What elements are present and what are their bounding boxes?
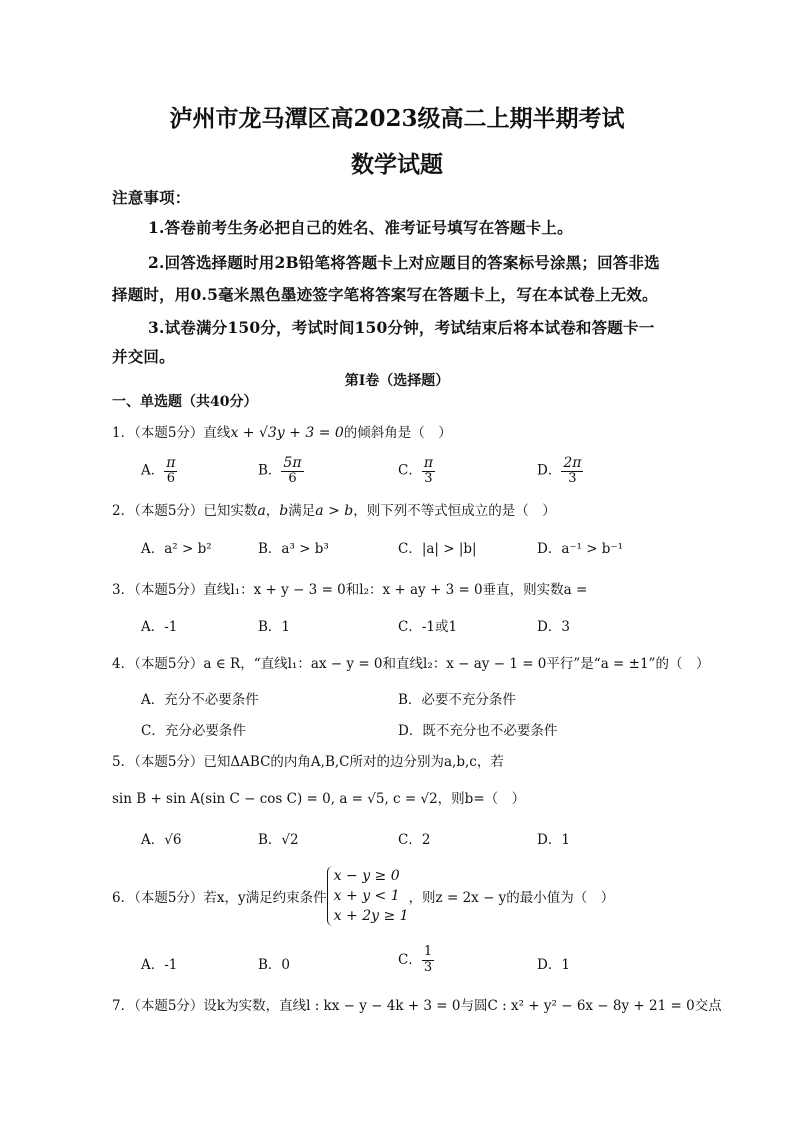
question-1-option-c — [398, 455, 435, 487]
option-d-label: D． — [537, 462, 562, 479]
notice-item-3-line-2: 并交回。 — [112, 347, 175, 366]
notice-heading: 注意事项： — [112, 188, 191, 207]
question-2-suffix: ，则下列不等式恒成立的是（ ） — [353, 503, 556, 519]
variable-a: a — [257, 503, 266, 519]
option-d-fraction — [561, 455, 583, 487]
section-title: 一、单选题（共40分） — [112, 394, 258, 410]
question-5-option-d: D．1 — [537, 832, 570, 848]
question-4-option-a: A．充分不必要条件 — [141, 692, 259, 708]
question-1-suffix: 的倾斜角是（ ） — [343, 425, 452, 441]
fraction-denominator: 6 — [288, 471, 297, 487]
fraction-denominator: 3 — [568, 471, 577, 487]
question-4-option-c: C．充分必要条件 — [141, 723, 246, 739]
constraint-system — [327, 866, 409, 926]
fraction-numerator: π — [166, 455, 176, 471]
notice-item-2-line-2: 择题时，用0.5毫米黑色墨迹签字笔将答案写在答题卡上，写在本试卷上无效。 — [112, 285, 658, 304]
question-5-stem-line-2: sin B + sin A(sin C − cos C) = 0, a = √5, c = √2，则b=（ ） — [112, 791, 526, 807]
constraint-2: x + y < 1 — [333, 888, 400, 904]
question-1-stem — [112, 421, 452, 441]
fraction-denominator: 3 — [424, 471, 433, 487]
fraction-denominator: 6 — [166, 471, 175, 487]
constraint-1: x − y ≥ 0 — [333, 868, 400, 884]
exam-subtitle: 数学试题 — [351, 151, 443, 178]
question-6-stem — [112, 866, 614, 926]
option-b-label: B． — [258, 462, 282, 479]
question-2-option-d: D．a⁻¹ > b⁻¹ — [537, 541, 623, 557]
separator: ， — [265, 503, 280, 519]
exam-title: 泸州市龙马潭区高2023级高二上期半期考试 — [169, 105, 625, 132]
question-2-stem — [112, 499, 556, 519]
question-5-option-a: A．√6 — [141, 832, 182, 848]
question-2-prefix: 2．（本题5分）已知实数 — [112, 503, 258, 519]
fraction-numerator: 5π — [283, 455, 302, 471]
question-2-option-a: A．a² > b² — [141, 541, 212, 557]
question-6-option-a: A．-1 — [141, 957, 178, 973]
question-4-option-d: D．既不充分也不必要条件 — [398, 723, 558, 739]
variable-b: b — [279, 503, 289, 519]
option-c-label: C． — [398, 951, 422, 968]
fraction-numerator: 1 — [423, 944, 433, 959]
notice-item-2-line-1: 2.回答选择题时用2B铅笔将答题卡上对应题目的答案标号涂黑；回答非选 — [148, 253, 660, 272]
question-6-option-d: D．1 — [537, 957, 570, 973]
question-3-option-c: C．-1或1 — [398, 619, 458, 635]
question-1-prefix: 1．（本题5分）直线 — [112, 425, 231, 441]
question-6-prefix: 6．（本题5分）若x，y满足约束条件 — [112, 890, 327, 906]
question-4-option-b: B．必要不充分条件 — [398, 692, 516, 708]
option-b-fraction — [281, 455, 303, 487]
question-6-option-b: B．0 — [258, 957, 291, 973]
constraint-3: x + 2y ≥ 1 — [333, 908, 409, 924]
fraction-numerator: π — [423, 455, 434, 471]
fraction-numerator: 2π — [563, 455, 582, 471]
question-7-stem: 7．（本题5分）设k为实数，直线l : kx − y − 4k + 3 = 0与圆C : x² + y² − 6x − 8y + 21 = 0交点 — [112, 998, 722, 1014]
question-2-option-c: C．|a| > |b| — [398, 541, 477, 557]
fraction-denominator: 3 — [423, 959, 433, 975]
option-a-label: A． — [141, 462, 165, 479]
notice-item-1: 1.答卷前考生务必把自己的姓名、准考证号填写在答题卡上。 — [148, 218, 573, 237]
question-1-equation: x + √3y + 3 = 0 — [230, 425, 344, 441]
question-3-option-a: A．-1 — [141, 619, 178, 635]
question-5-stem-line-1: 5．（本题5分）已知ΔABC的内角A,B,C所对的边分别为a,b,c，若 — [112, 754, 504, 770]
question-1-option-a — [141, 455, 177, 487]
notice-item-3-line-1: 3.试卷满分150分，考试时间150分钟，考试结束后将本试卷和答题卡一 — [148, 318, 655, 337]
option-c-label: C． — [398, 462, 422, 479]
question-3-option-d: D．3 — [537, 619, 570, 635]
option-c-fraction — [422, 455, 435, 487]
question-2-condition: a > b — [315, 503, 354, 519]
question-3-option-b: B．1 — [258, 619, 291, 635]
part-title: 第Ⅰ卷（选择题） — [344, 373, 450, 389]
question-5-option-c: C．2 — [398, 832, 431, 848]
option-a-fraction — [164, 455, 177, 487]
question-6-option-c — [398, 945, 434, 976]
question-1-option-d — [537, 455, 583, 487]
question-1-option-b — [258, 455, 304, 487]
question-4-stem: 4．（本题5分）a ∈ R，“直线l₁：ax − y = 0和直线l₂：x − ay − 1 = 0平行”是“a = ±1”的（ ） — [112, 656, 710, 672]
question-6-suffix: ，则z = 2x − y的最小值为（ ） — [408, 890, 615, 906]
question-2-mid: 满足 — [288, 503, 316, 519]
question-2-option-b: B．a³ > b³ — [258, 541, 329, 557]
question-3-stem: 3．（本题5分）直线l₁：x + y − 3 = 0和l₂：x + ay + 3 = 0垂直，则实数a = — [112, 582, 588, 598]
option-c-fraction — [422, 945, 434, 976]
question-5-option-b: B．√2 — [258, 832, 299, 848]
